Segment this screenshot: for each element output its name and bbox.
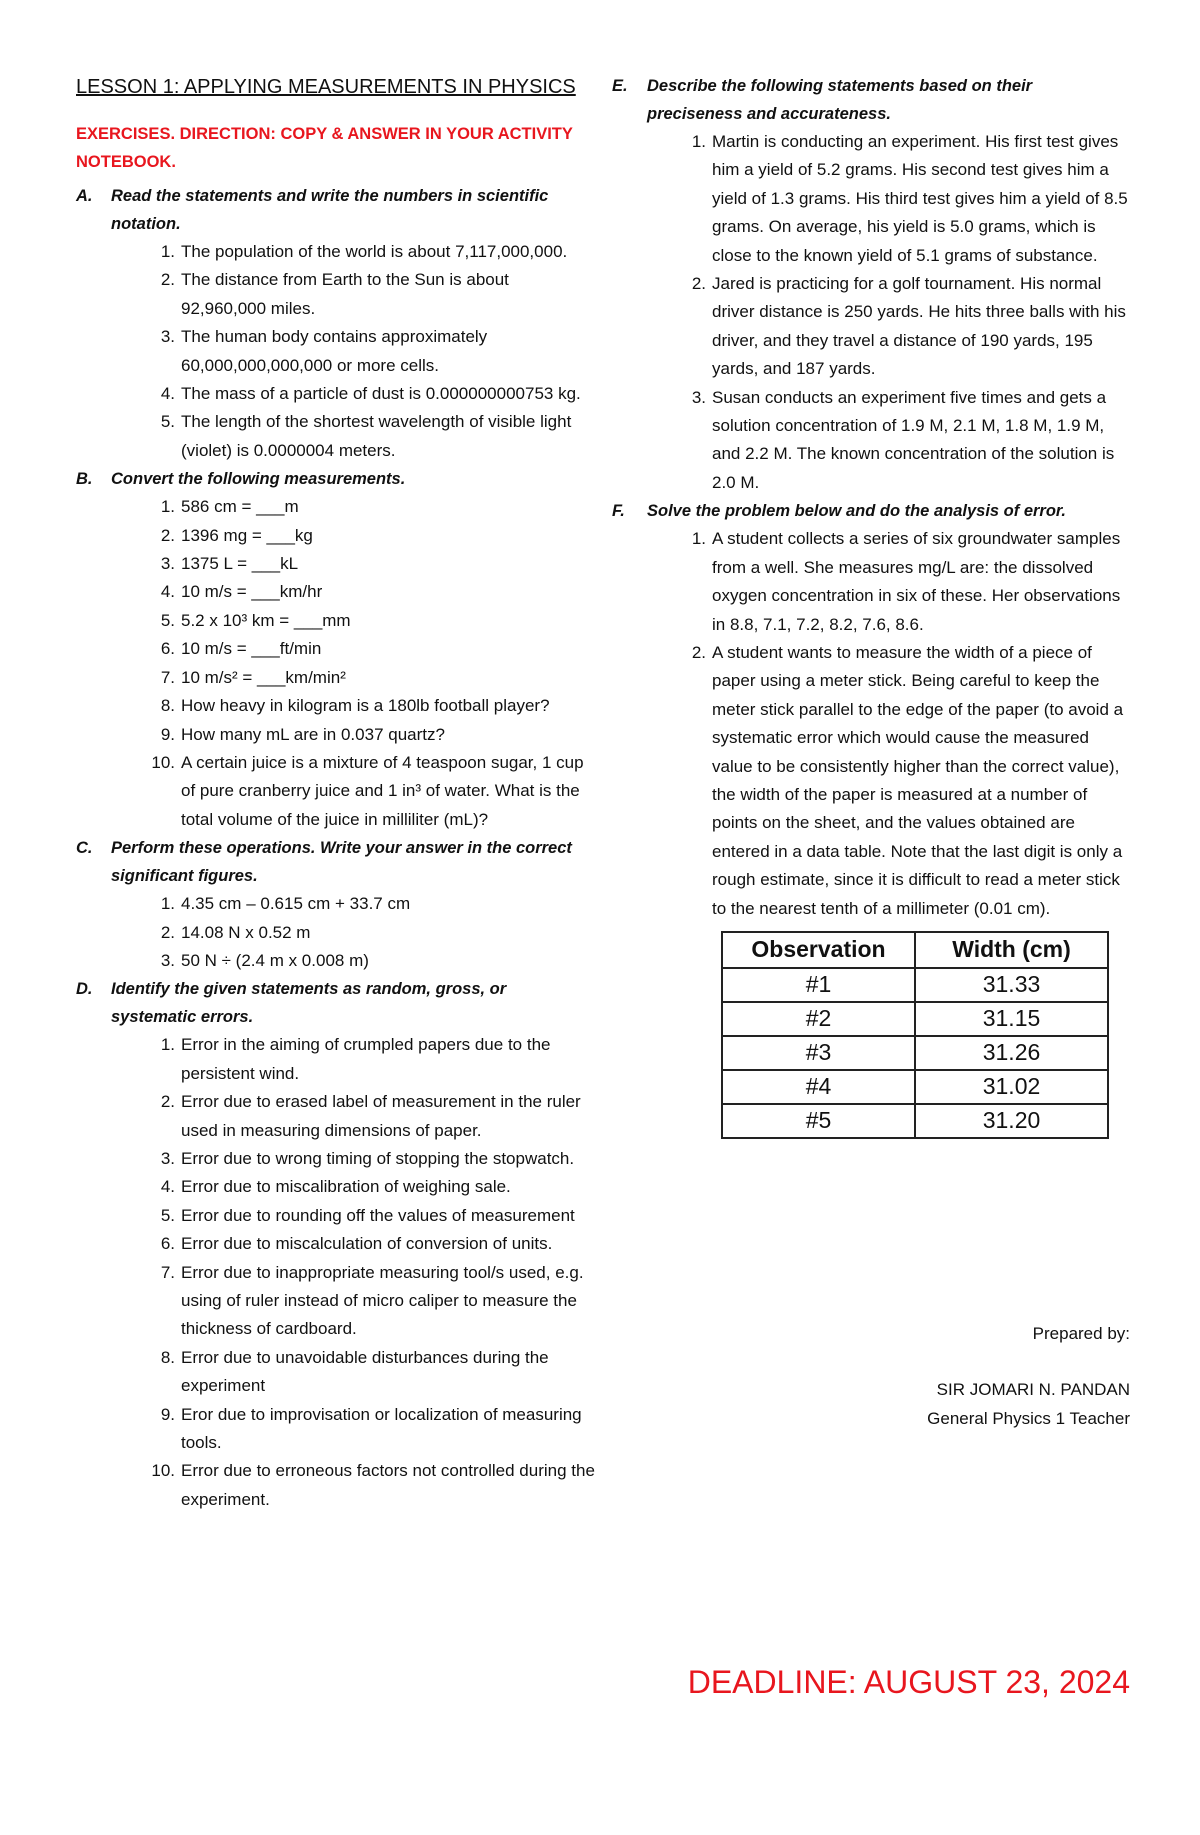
item-text: 1396 mg = ___kg <box>181 525 313 545</box>
observation-cell: #5 <box>722 1104 915 1138</box>
item-text: How many mL are in 0.037 quartz? <box>181 724 445 744</box>
list-item <box>612 128 1132 270</box>
section-letter: C. <box>76 839 93 858</box>
item-text: The distance from Earth to the Sun is about 92,960,000 miles. <box>181 270 509 318</box>
list-item <box>76 238 596 266</box>
item-number: 1. <box>160 894 175 914</box>
lesson-title: LESSON 1: APPLYING MEASUREMENTS IN PHYSICS <box>76 76 576 98</box>
list-item <box>76 1145 596 1173</box>
item-number: 3. <box>160 327 175 347</box>
item-text: Error due to miscalculation of conversion of units. <box>181 1234 553 1254</box>
right-column <box>612 72 1132 1139</box>
list-item <box>76 607 596 635</box>
observation-cell: #4 <box>722 1070 915 1104</box>
item-number: 4. <box>160 1177 175 1197</box>
table-row <box>722 1002 1108 1036</box>
list-item <box>76 1088 596 1145</box>
list-item <box>76 578 596 606</box>
table-row <box>722 1104 1108 1138</box>
width-cell: 31.20 <box>915 1104 1108 1138</box>
list-item <box>76 550 596 578</box>
item-number: 9. <box>160 1404 175 1424</box>
item-text: The human body contains approximately 60,000,000,000,000 or more cells. <box>181 327 488 375</box>
list-item <box>612 384 1132 498</box>
section-c-heading <box>76 834 596 890</box>
item-number: 9. <box>160 724 175 744</box>
item-text: Error due to miscalibration of weighing sale. <box>181 1177 511 1197</box>
item-number: 5. <box>160 610 175 630</box>
section-letter: B. <box>76 470 93 489</box>
item-text: Error due to unavoidable disturbances during the experiment <box>181 1347 549 1396</box>
item-number: 2. <box>160 922 175 942</box>
section-heading-text: Convert the following measurements. <box>111 470 406 489</box>
list-item <box>76 947 596 975</box>
section-b-list <box>76 493 596 834</box>
list-item <box>76 749 596 834</box>
list-item <box>76 1202 596 1230</box>
item-number: 2. <box>160 525 175 545</box>
table-row <box>722 1036 1108 1070</box>
item-text: The length of the shortest wavelength of visible light (violet) is 0.0000004 meters. <box>181 412 572 460</box>
list-item <box>76 919 596 947</box>
item-text: The mass of a particle of dust is 0.000000000753 kg. <box>181 384 581 404</box>
column-header-observation: Observation <box>722 932 915 968</box>
observation-cell: #1 <box>722 968 915 1002</box>
list-item <box>76 664 596 692</box>
item-text: Martin is conducting an experiment. His first test gives him a yield of 5.2 grams. His second test gives him a yield of 1.3 grams. His third test gives him a yield of 8.5 grams. On average, his yield is 5.0 grams, which is close to the known yield of 5.1 grams of substance. <box>712 132 1128 265</box>
list-item <box>76 380 596 408</box>
list-item <box>612 525 1132 639</box>
exercise-direction: EXERCISES. DIRECTION: COPY & ANSWER IN YOUR ACTIVITY NOTEBOOK. <box>76 125 573 171</box>
item-text: 5.2 x 10³ km = ___mm <box>181 610 351 630</box>
item-text: Error due to wrong timing of stopping the stopwatch. <box>181 1148 575 1168</box>
item-text: Eror due to improvisation or localization of measuring tools. <box>181 1404 582 1453</box>
section-d-heading <box>76 975 596 1031</box>
table-row <box>722 1070 1108 1104</box>
item-number: 7. <box>160 1262 175 1282</box>
teacher-name: SIR JOMARI N. PANDAN <box>936 1380 1130 1400</box>
list-item <box>76 323 596 380</box>
item-text: A student wants to measure the width of a piece of paper using a meter stick. Being careful to keep the meter stick parallel to the edge of the paper (to avoid a systematic error which would cause the measured value to be consistently higher than the correct value), the width of the paper is measured at a number of points on the sheet, and the values obtained are entered in a data table. Note that the last digit is only a rough estimate, since it is difficult to read a meter stick to the nearest tenth of a millimeter (0.01 cm). <box>712 642 1124 918</box>
section-a-heading <box>76 182 596 238</box>
item-text: 586 cm = ___m <box>181 497 299 517</box>
item-text: How heavy in kilogram is a 180lb football player? <box>181 696 550 716</box>
width-cell: 31.33 <box>915 968 1108 1002</box>
width-cell: 31.15 <box>915 1002 1108 1036</box>
item-number: 3. <box>691 387 706 407</box>
item-text: Error due to inappropriate measuring tool/s used, e.g. using of ruler instead of micro caliper to measure the thickness of cardboard. <box>181 1262 584 1339</box>
prepared-by-block <box>927 1320 1130 1433</box>
section-heading-text: Identify the given statements as random, gross, or systematic errors. <box>111 980 507 1027</box>
section-heading-text: Describe the following statements based on their preciseness and accurateness. <box>647 77 1033 123</box>
list-item <box>76 635 596 663</box>
item-number: 2. <box>160 1092 175 1112</box>
section-heading-text: Solve the problem below and do the analysis of error. <box>647 502 1067 521</box>
prepared-by-label: Prepared by: <box>1032 1324 1130 1343</box>
section-e-list <box>612 128 1132 497</box>
list-item <box>76 721 596 749</box>
section-d-list <box>76 1031 596 1514</box>
item-number: 6. <box>160 1234 175 1254</box>
section-c-list <box>76 890 596 975</box>
item-text: 10 m/s = ___ft/min <box>181 639 322 659</box>
item-number: 2. <box>160 270 175 290</box>
item-number: 1. <box>160 242 175 261</box>
list-item <box>76 408 596 465</box>
list-item <box>76 890 596 918</box>
section-f-list <box>612 525 1132 923</box>
item-text: Error due to erased label of measurement in the ruler used in measuring dimensions of paper. <box>181 1092 581 1140</box>
section-letter: A. <box>76 187 93 205</box>
list-item <box>76 1173 596 1201</box>
item-text: 10 m/s = ___km/hr <box>181 582 323 602</box>
item-number: 10. <box>151 752 175 772</box>
list-item <box>76 522 596 550</box>
item-number: 2. <box>691 642 706 662</box>
item-text: 50 N ÷ (2.4 m x 0.008 m) <box>181 950 369 970</box>
list-item <box>76 1031 596 1088</box>
item-number: 3. <box>160 554 175 574</box>
item-text: A certain juice is a mixture of 4 teaspoon sugar, 1 cup of pure cranberry juice and 1 in³ of water. What is the total volume of the juice in milliliter (mL)? <box>181 752 584 829</box>
item-number: 4. <box>160 384 175 404</box>
width-cell: 31.26 <box>915 1036 1108 1070</box>
list-item <box>76 1344 596 1401</box>
list-item <box>612 639 1132 923</box>
section-letter: D. <box>76 980 93 999</box>
deadline-notice: DEADLINE: AUGUST 23, 2024 <box>687 1664 1130 1700</box>
item-text: 1375 L = ___kL <box>181 554 299 574</box>
list-item <box>76 266 596 323</box>
section-f-heading <box>612 497 1132 525</box>
item-number: 5. <box>160 412 175 432</box>
observation-cell: #3 <box>722 1036 915 1070</box>
section-letter: E. <box>612 77 628 95</box>
item-number: 8. <box>160 1347 175 1367</box>
list-item <box>76 1401 596 1458</box>
section-heading-text: Perform these operations. Write your answer in the correct significant figures. <box>111 839 572 886</box>
item-text: Error due to rounding off the values of measurement <box>181 1205 575 1225</box>
section-a-list <box>76 238 596 465</box>
item-number: 10. <box>151 1461 175 1481</box>
item-number: 3. <box>160 1148 175 1168</box>
list-item <box>76 1230 596 1258</box>
item-number: 4. <box>160 582 175 602</box>
item-text: 10 m/s² = ___km/min² <box>181 667 346 687</box>
section-e-heading <box>612 72 1132 128</box>
left-column <box>76 74 596 1514</box>
item-text: Jared is practicing for a golf tournament. His normal driver distance is 250 yards. He hits three balls with his driver, and they travel a distance of 190 yards, 195 yards, and 187 yards. <box>712 274 1126 379</box>
column-header-width: Width (cm) <box>915 932 1108 968</box>
section-b-heading <box>76 465 596 493</box>
item-number: 1. <box>160 497 175 517</box>
item-text: A student collects a series of six groundwater samples from a well. She measures mg/L are: the dissolved oxygen concentration in six of these. Her observations in 8.8, 7.1, 7.2, 8.2, 7.6, 8.6. <box>712 529 1121 634</box>
section-letter: F. <box>612 502 625 521</box>
item-text: 4.35 cm – 0.615 cm + 33.7 cm <box>181 894 411 914</box>
item-number: 6. <box>160 639 175 659</box>
item-number: 3. <box>160 950 175 970</box>
item-number: 1. <box>691 132 706 151</box>
item-text: Error due to erroneous factors not controlled during the experiment. <box>181 1461 595 1509</box>
list-item <box>76 493 596 521</box>
teacher-role: General Physics 1 Teacher <box>927 1408 1130 1428</box>
list-item <box>76 1457 596 1514</box>
item-text: Error in the aiming of crumpled papers due to the persistent wind. <box>181 1035 551 1083</box>
item-number: 2. <box>691 274 706 294</box>
item-number: 5. <box>160 1205 175 1225</box>
observation-cell: #2 <box>722 1002 915 1036</box>
item-number: 1. <box>160 1035 175 1055</box>
item-text: The population of the world is about 7,117,000,000. <box>181 242 568 261</box>
item-number: 7. <box>160 667 175 687</box>
list-item <box>76 1259 596 1344</box>
width-cell: 31.02 <box>915 1070 1108 1104</box>
table-header-row <box>722 932 1108 968</box>
item-number: 1. <box>691 529 706 549</box>
observation-table <box>721 931 1109 1139</box>
item-text: Susan conducts an experiment five times and gets a solution concentration of 1.9 M, 2.1 M, 1.8 M, 1.9 M, and 2.2 M. The known concentration of the solution is 2.0 M. <box>712 387 1115 492</box>
table-row <box>722 968 1108 1002</box>
list-item <box>612 270 1132 384</box>
item-text: 14.08 N x 0.52 m <box>181 922 311 942</box>
item-number: 8. <box>160 696 175 716</box>
list-item <box>76 692 596 720</box>
section-heading-text: Read the statements and write the numbers in scientific notation. <box>111 187 549 233</box>
observation-table-wrap <box>721 931 1132 1139</box>
